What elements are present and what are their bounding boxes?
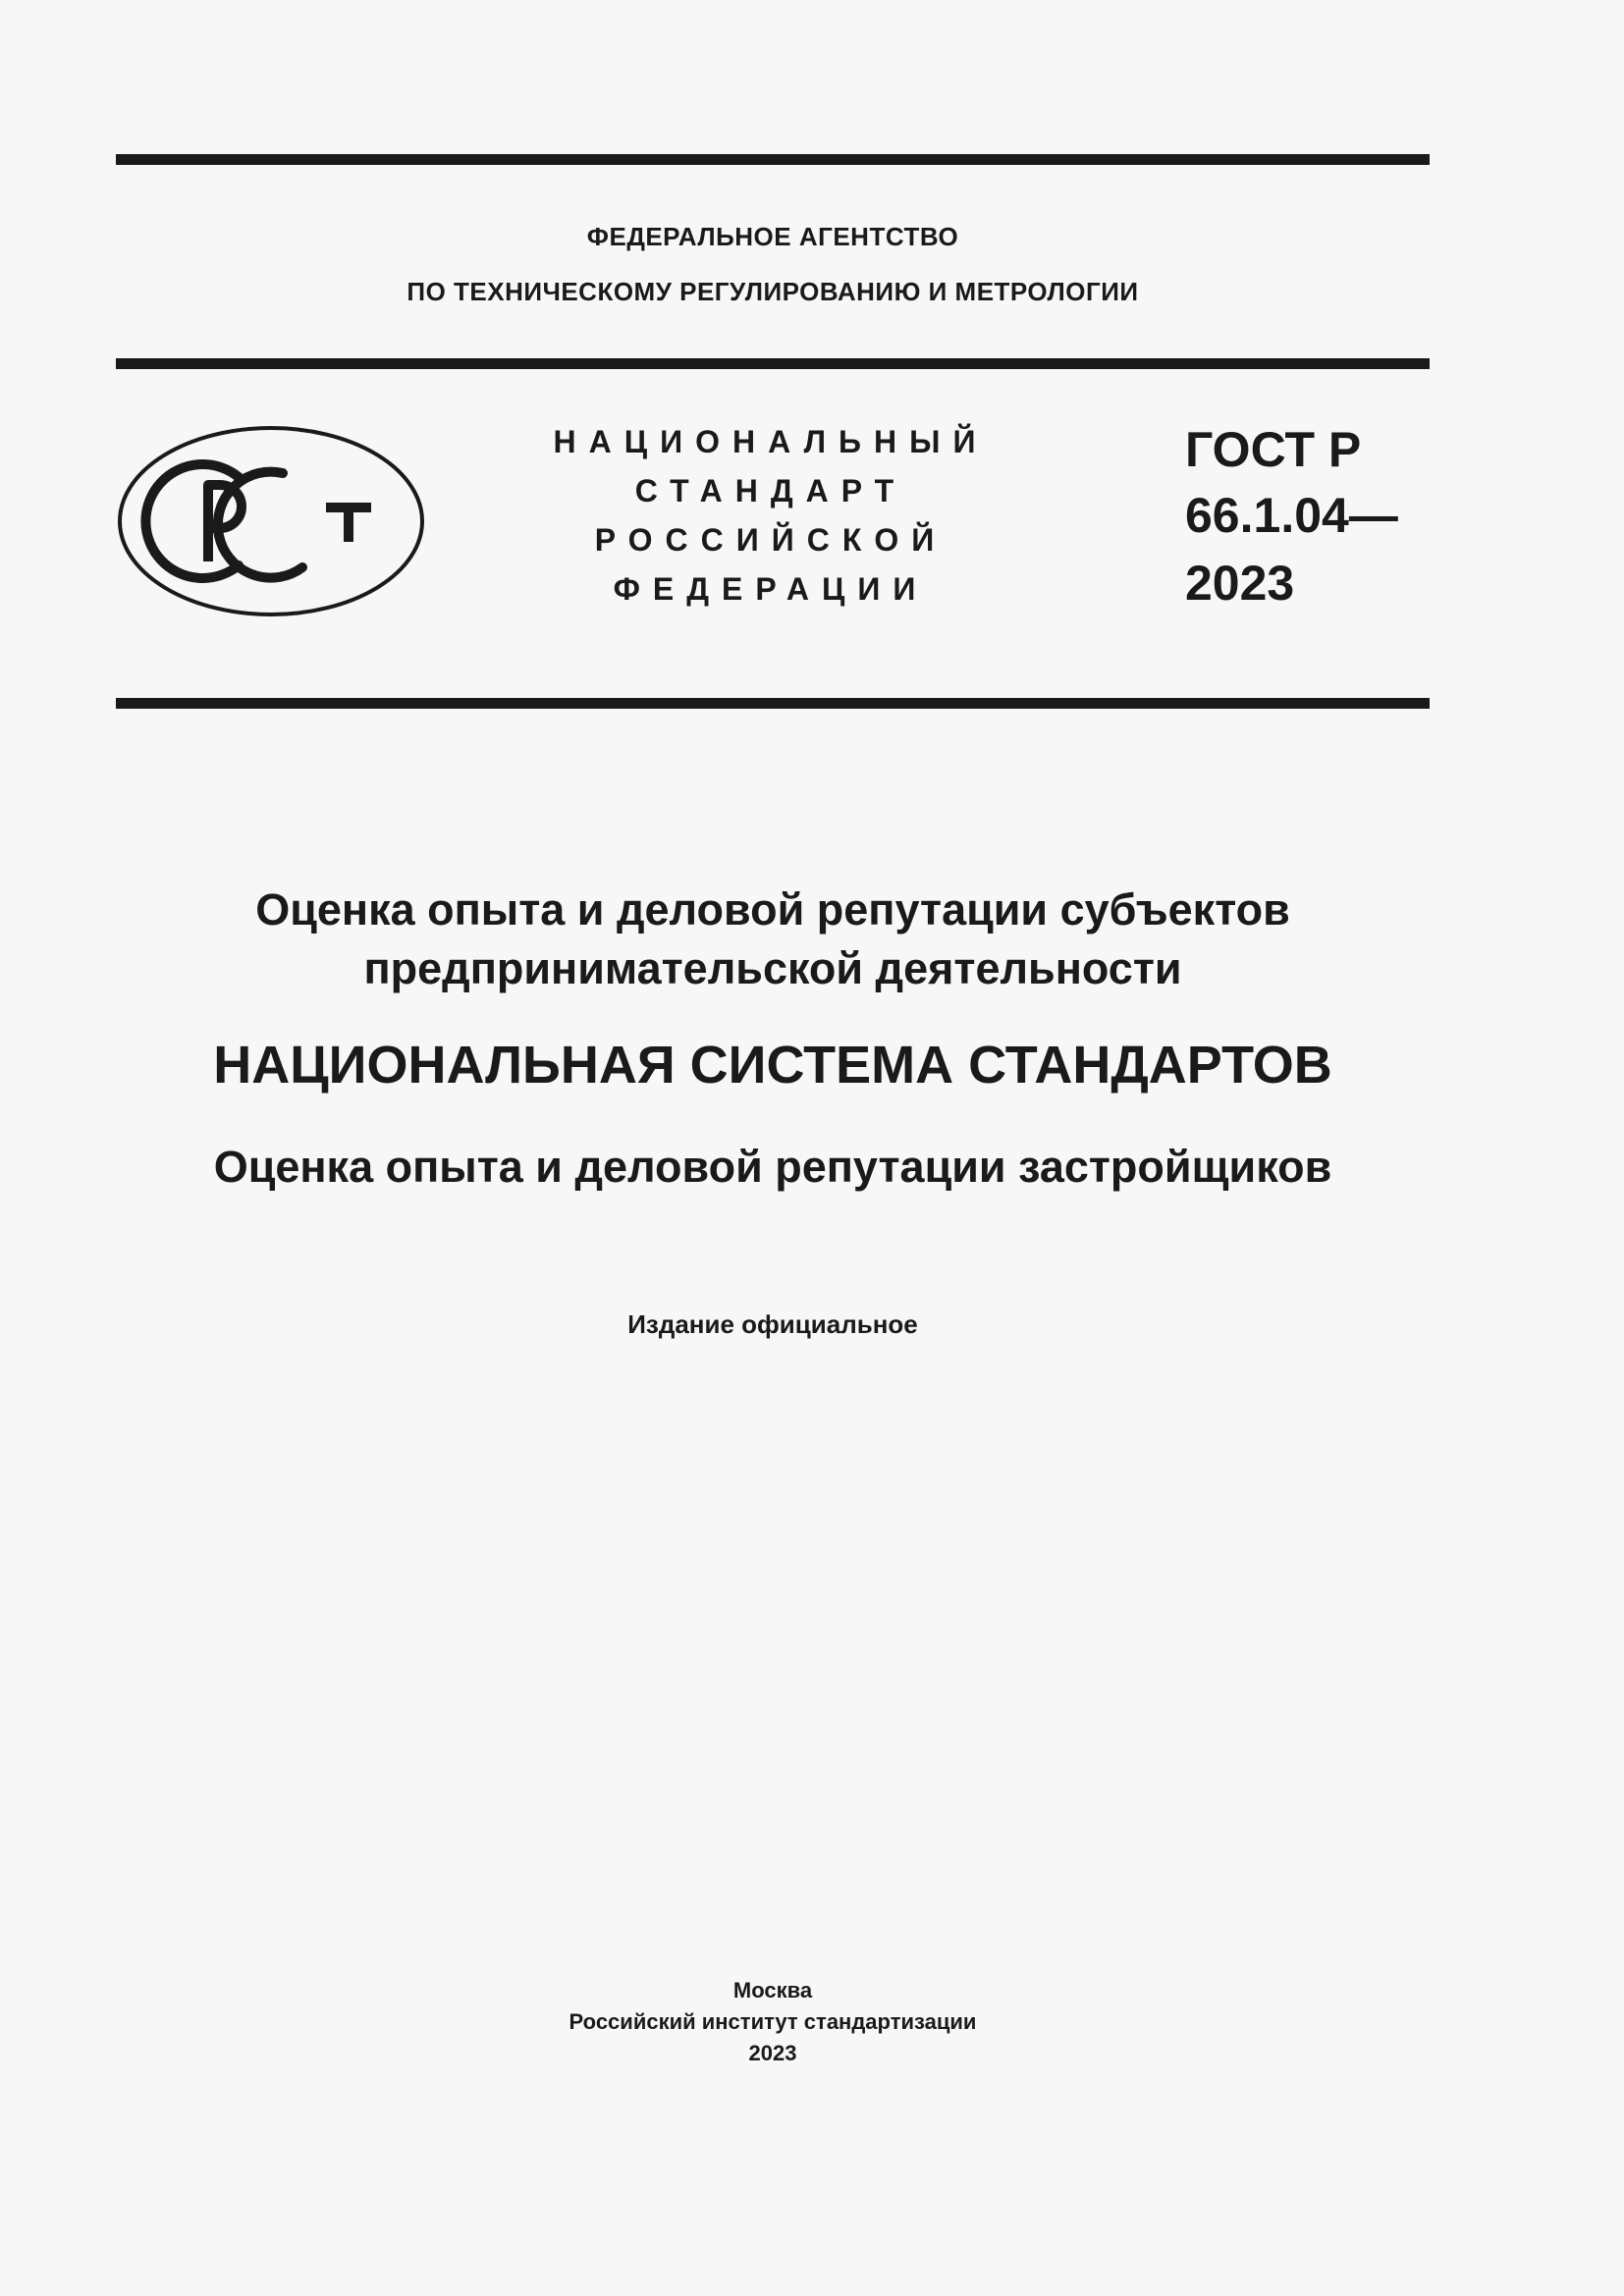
agency-line-1: ФЕДЕРАЛЬНОЕ АГЕНТСТВО [586,222,959,251]
designation-line-3: 2023 [1185,556,1295,611]
standard-type-line-1: НАЦИОНАЛЬНЫЙ [553,424,989,459]
document-subtitle: Оценка опыта и деловой репутации застройщиков [213,1142,1332,1192]
document-title-line-2: предпринимательской деятельности [363,943,1182,993]
rst-certification-mark-icon [116,424,426,618]
designation-divider [116,698,1430,709]
standard-type-line-2: СТАНДАРТ [634,473,907,508]
system-title: НАЦИОНАЛЬНАЯ СИСТЕМА СТАНДАРТОВ [213,1036,1332,1095]
standard-type-line-4: ФЕДЕРАЦИИ [613,571,929,607]
footer-city: Москва [732,1978,813,2002]
document-title-line-1: Оценка опыта и деловой репутации субъектов [255,884,1290,934]
footer-year: 2023 [748,2041,797,2065]
standard-type-line-3: РОССИЙСКОЙ [594,522,947,558]
top-rule [116,154,1430,165]
designation-line-2: 66.1.04— [1185,488,1398,543]
designation-line-1: ГОСТ Р [1185,422,1362,477]
footer-publisher: Российский институт стандартизации [568,2009,977,2034]
edition-label: Издание официальное [627,1309,918,1339]
agency-line-2: ПО ТЕХНИЧЕСКОМУ РЕГУЛИРОВАНИЮ И МЕТРОЛОГИИ [406,277,1139,306]
header-divider [116,358,1430,369]
